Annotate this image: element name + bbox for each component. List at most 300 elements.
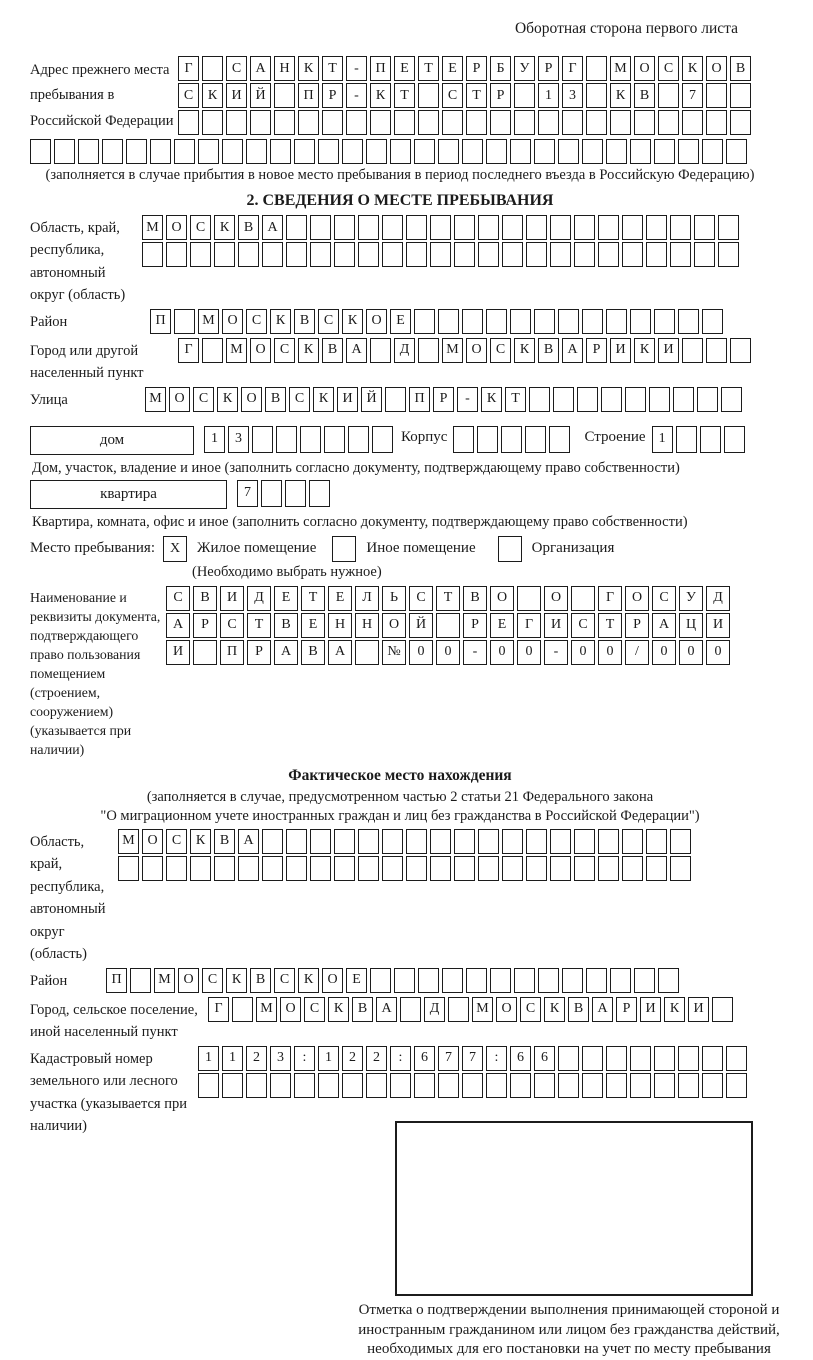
char-cell [477,426,498,453]
char-cell [697,387,718,412]
char-cell [294,139,315,164]
char-cell [502,215,523,240]
char-cell: И [610,338,631,363]
char-cell: Т [418,56,439,81]
char-cell: О [241,387,262,412]
char-cell [390,139,411,164]
char-cell [553,387,574,412]
char-cell [486,309,507,334]
char-cell: М [118,829,139,854]
char-cell [286,856,307,881]
char-cell [510,1073,531,1098]
char-cell [526,829,547,854]
char-cell: 1 [198,1046,219,1071]
char-cell [502,242,523,267]
char-cell [324,426,345,453]
char-cell: - [544,640,568,665]
char-cell: Р [193,613,217,638]
char-cell [478,856,499,881]
char-cell: В [214,829,235,854]
checkbox-organizatsiya [498,536,522,562]
rayon-label: Район [30,313,68,330]
char-cell [232,997,253,1022]
char-cell: А [592,997,613,1022]
char-cell: Г [517,613,541,638]
char-cell [712,997,733,1022]
char-cell [694,215,715,240]
char-cell [582,1073,603,1098]
char-cell [630,309,651,334]
char-cell: Р [466,56,487,81]
char-cell [358,829,379,854]
char-cell [222,139,243,164]
char-cell [706,338,727,363]
field-ulitsa [30,387,770,414]
char-cell: Ц [679,613,703,638]
char-cell: Т [322,56,343,81]
char-cell [702,309,723,334]
char-cell [550,215,571,240]
char-cell: А [262,215,283,240]
char-cell [406,856,427,881]
char-cell: Е [490,613,514,638]
char-cell [214,242,235,267]
char-cell [252,426,273,453]
char-cell [706,83,727,108]
char-cell [610,110,631,135]
char-cell: И [337,387,358,412]
char-cell: - [346,83,367,108]
char-cell: Т [505,387,526,412]
char-cell [549,426,570,453]
field-fact-gorod [30,997,770,1044]
char-cell [202,56,223,81]
char-cell [478,829,499,854]
char-cell: 0 [490,640,514,665]
char-cell [538,968,559,993]
char-cell: К [217,387,238,412]
prev-address-note: (заполняется в случае прибытия в новое место пребывания в период последнего въезда в Российскую Федерацию) [45,167,755,183]
char-cell [466,968,487,993]
char-cell [525,426,546,453]
char-cell [358,215,379,240]
char-cell [598,215,619,240]
char-cell [726,1046,747,1071]
char-cell: Е [346,968,367,993]
char-cell [366,139,387,164]
char-cell [574,215,595,240]
char-cell [702,1046,723,1071]
char-cell: К [342,309,363,334]
char-cell: 0 [436,640,460,665]
char-cell: О [625,586,649,611]
place-of-stay-note: (Необходимо выбрать нужное) [192,563,382,580]
char-cell: К [298,338,319,363]
char-cell: П [370,56,391,81]
char-cell [598,829,619,854]
char-cell [318,1073,339,1098]
char-cell: С [658,56,679,81]
char-cell [646,242,667,267]
char-cell: 0 [571,640,595,665]
stroenie-cells [652,426,745,453]
grid-row [166,640,730,665]
char-cell [558,1046,579,1071]
char-cell [634,968,655,993]
char-cell: Т [394,83,415,108]
char-cell: Г [178,56,199,81]
char-cell [678,1046,699,1071]
char-cell: С [190,215,211,240]
apartment-box: квартира [30,480,227,509]
char-cell: О [250,338,271,363]
char-cell: С [318,309,339,334]
char-cell [126,139,147,164]
grid-row [208,997,733,1022]
checkbox-zhiloe: X [163,536,187,562]
char-cell [150,139,171,164]
char-cell [274,83,295,108]
field-prev-address [30,56,770,137]
char-cell [682,110,703,135]
char-cell: М [145,387,166,412]
char-cell [394,110,415,135]
char-cell [534,1073,555,1098]
char-cell [372,426,393,453]
char-cell: Е [390,309,411,334]
char-cell: К [328,997,349,1022]
char-cell: О [490,586,514,611]
char-cell: Р [322,83,343,108]
char-cell: В [250,968,271,993]
char-cell: Б [490,56,511,81]
char-cell: Д [247,586,271,611]
char-cell: Й [409,613,433,638]
char-cell: С [226,56,247,81]
char-cell [198,139,219,164]
char-cell [30,139,51,164]
char-cell: 0 [706,640,730,665]
char-cell [462,139,483,164]
char-cell: В [730,56,751,81]
char-cell [601,387,622,412]
char-cell [298,110,319,135]
char-cell [622,829,643,854]
char-cell: Г [178,338,199,363]
char-cell [246,1073,267,1098]
char-cell: С [442,83,463,108]
char-cell: С [520,997,541,1022]
char-cell [550,242,571,267]
char-cell: У [514,56,535,81]
char-cell [606,139,627,164]
char-cell [238,242,259,267]
char-cell: И [220,586,244,611]
char-cell: Н [274,56,295,81]
char-cell [309,480,330,507]
char-cell [198,1073,219,1098]
char-cell: 7 [438,1046,459,1071]
char-cell: О [366,309,387,334]
field-fact-rayon [30,968,770,995]
char-cell [718,242,739,267]
char-cell [276,426,297,453]
char-cell [262,242,283,267]
char-cell: С [193,387,214,412]
char-cell: Т [301,586,325,611]
char-cell: К [682,56,703,81]
char-cell [700,426,721,453]
char-cell: О [322,968,343,993]
grid-row [142,242,739,267]
char-cell [406,215,427,240]
char-cell [526,215,547,240]
char-cell [625,387,646,412]
registration-mark-box [395,1121,753,1296]
char-cell [558,139,579,164]
char-cell [462,1073,483,1098]
char-cell: П [220,640,244,665]
char-cell: Т [466,83,487,108]
char-cell [702,1073,723,1098]
char-cell: № [382,640,406,665]
char-cell: М [256,997,277,1022]
prev-address-grid [178,56,751,137]
char-cell: П [106,968,127,993]
char-cell: В [193,586,217,611]
grid-row-fullwidth [30,139,770,164]
char-cell: Н [328,613,352,638]
char-cell: 3 [270,1046,291,1071]
char-cell: С [166,586,190,611]
char-cell [222,1073,243,1098]
char-cell [238,856,259,881]
char-cell: К [298,968,319,993]
char-cell [355,640,379,665]
char-cell [606,309,627,334]
char-cell: С [304,997,325,1022]
char-cell: 1 [318,1046,339,1071]
char-cell [730,110,751,135]
char-cell [622,242,643,267]
grid-row [106,968,679,993]
grid-row [142,215,739,240]
char-cell: 1 [538,83,559,108]
char-cell [262,856,283,881]
char-cell [526,856,547,881]
char-cell [190,242,211,267]
char-cell: 1 [222,1046,243,1071]
char-cell: А [562,338,583,363]
char-cell: Т [247,613,271,638]
field-fact-oblast [30,829,770,966]
char-cell [654,1073,675,1098]
char-cell [501,426,522,453]
char-cell: В [274,613,298,638]
char-cell: И [658,338,679,363]
char-cell [730,83,751,108]
korpus-cells [453,426,570,453]
char-cell: 6 [414,1046,435,1071]
char-cell [454,829,475,854]
char-cell: 0 [517,640,541,665]
char-cell [414,139,435,164]
char-cell: С [202,968,223,993]
char-cell [286,829,307,854]
char-cell: Л [355,586,379,611]
char-cell [285,480,306,507]
char-cell [430,242,451,267]
char-cell: С [652,586,676,611]
char-cell: К [664,997,685,1022]
char-cell [454,242,475,267]
char-cell: А [274,640,298,665]
char-cell [654,309,675,334]
char-cell: Г [208,997,229,1022]
prev-address-label: Адрес прежнего места пребывания в Российской Федерации [30,62,174,129]
char-cell [442,110,463,135]
char-cell: П [409,387,430,412]
char-cell: М [198,309,219,334]
char-cell: 6 [534,1046,555,1071]
char-cell [721,387,742,412]
char-cell [654,139,675,164]
char-cell [418,338,439,363]
char-cell [342,139,363,164]
char-cell [166,242,187,267]
char-cell [726,139,747,164]
char-cell [670,215,691,240]
char-cell [646,215,667,240]
grid-row [178,110,751,135]
char-cell: С [289,387,310,412]
char-cell [178,110,199,135]
char-cell [262,829,283,854]
char-cell: Т [598,613,622,638]
char-cell [718,215,739,240]
char-cell: Р [247,640,271,665]
char-cell [310,242,331,267]
char-cell [574,242,595,267]
char-cell [730,338,751,363]
corner-note: Оборотная сторона первого листа [514,20,738,37]
char-cell [102,139,123,164]
char-cell [649,387,670,412]
grid-row [150,309,723,334]
char-cell: С [571,613,595,638]
char-cell [453,426,474,453]
fact-oblast-label: Область, край, республика, автономный округ (область) [30,833,106,963]
char-cell: Й [250,83,271,108]
char-cell: О [544,586,568,611]
char-cell: : [390,1046,411,1071]
char-cell [529,387,550,412]
char-cell [174,309,195,334]
grid-row [118,829,691,854]
char-cell [658,110,679,135]
ulitsa-label: Улица [30,391,68,408]
char-cell [382,242,403,267]
char-cell: К [610,83,631,108]
char-cell: 1 [652,426,673,453]
char-cell [706,110,727,135]
char-cell [502,829,523,854]
fact-rayon-label: Район [30,972,68,989]
char-cell [261,480,282,507]
char-cell [414,309,435,334]
char-cell [534,139,555,164]
char-cell [622,856,643,881]
char-cell [598,856,619,881]
char-cell [310,829,331,854]
char-cell [166,856,187,881]
char-cell [586,83,607,108]
char-cell: Р [433,387,454,412]
char-cell [334,215,355,240]
char-cell: О [142,829,163,854]
char-cell: Р [586,338,607,363]
char-cell [517,586,541,611]
grid-row [118,856,691,881]
char-cell: 7 [462,1046,483,1071]
char-cell [514,968,535,993]
char-cell: К [313,387,334,412]
apartment-row [30,480,770,509]
char-cell: М [142,215,163,240]
option-inoe-label: Иное помещение [366,540,476,557]
char-cell [190,856,211,881]
char-cell: А [166,613,190,638]
char-cell [678,139,699,164]
char-cell: А [328,640,352,665]
char-cell: Д [706,586,730,611]
char-cell: М [610,56,631,81]
char-cell [478,215,499,240]
char-cell [510,309,531,334]
char-cell: А [346,338,367,363]
char-cell [346,110,367,135]
char-cell [438,1073,459,1098]
char-cell: Е [328,586,352,611]
char-cell [634,110,655,135]
char-cell [342,1073,363,1098]
char-cell: О [280,997,301,1022]
char-cell: К [202,83,223,108]
char-cell [394,968,415,993]
char-cell [270,139,291,164]
char-cell: О [466,338,487,363]
char-cell [586,968,607,993]
char-cell: 0 [652,640,676,665]
char-cell [214,856,235,881]
char-cell: Е [394,56,415,81]
char-cell [558,309,579,334]
char-cell [562,110,583,135]
char-cell [310,856,331,881]
char-cell: О [166,215,187,240]
char-cell: : [486,1046,507,1071]
char-cell [406,829,427,854]
char-cell [142,856,163,881]
char-cell [582,139,603,164]
char-cell [514,83,535,108]
char-cell [348,426,369,453]
grid-row [166,613,730,638]
char-cell: Е [301,613,325,638]
grid-row [198,1046,747,1071]
fact-gorod-label: Город, сельское поселение, иной населенный пункт [30,1001,198,1041]
char-cell [670,856,691,881]
